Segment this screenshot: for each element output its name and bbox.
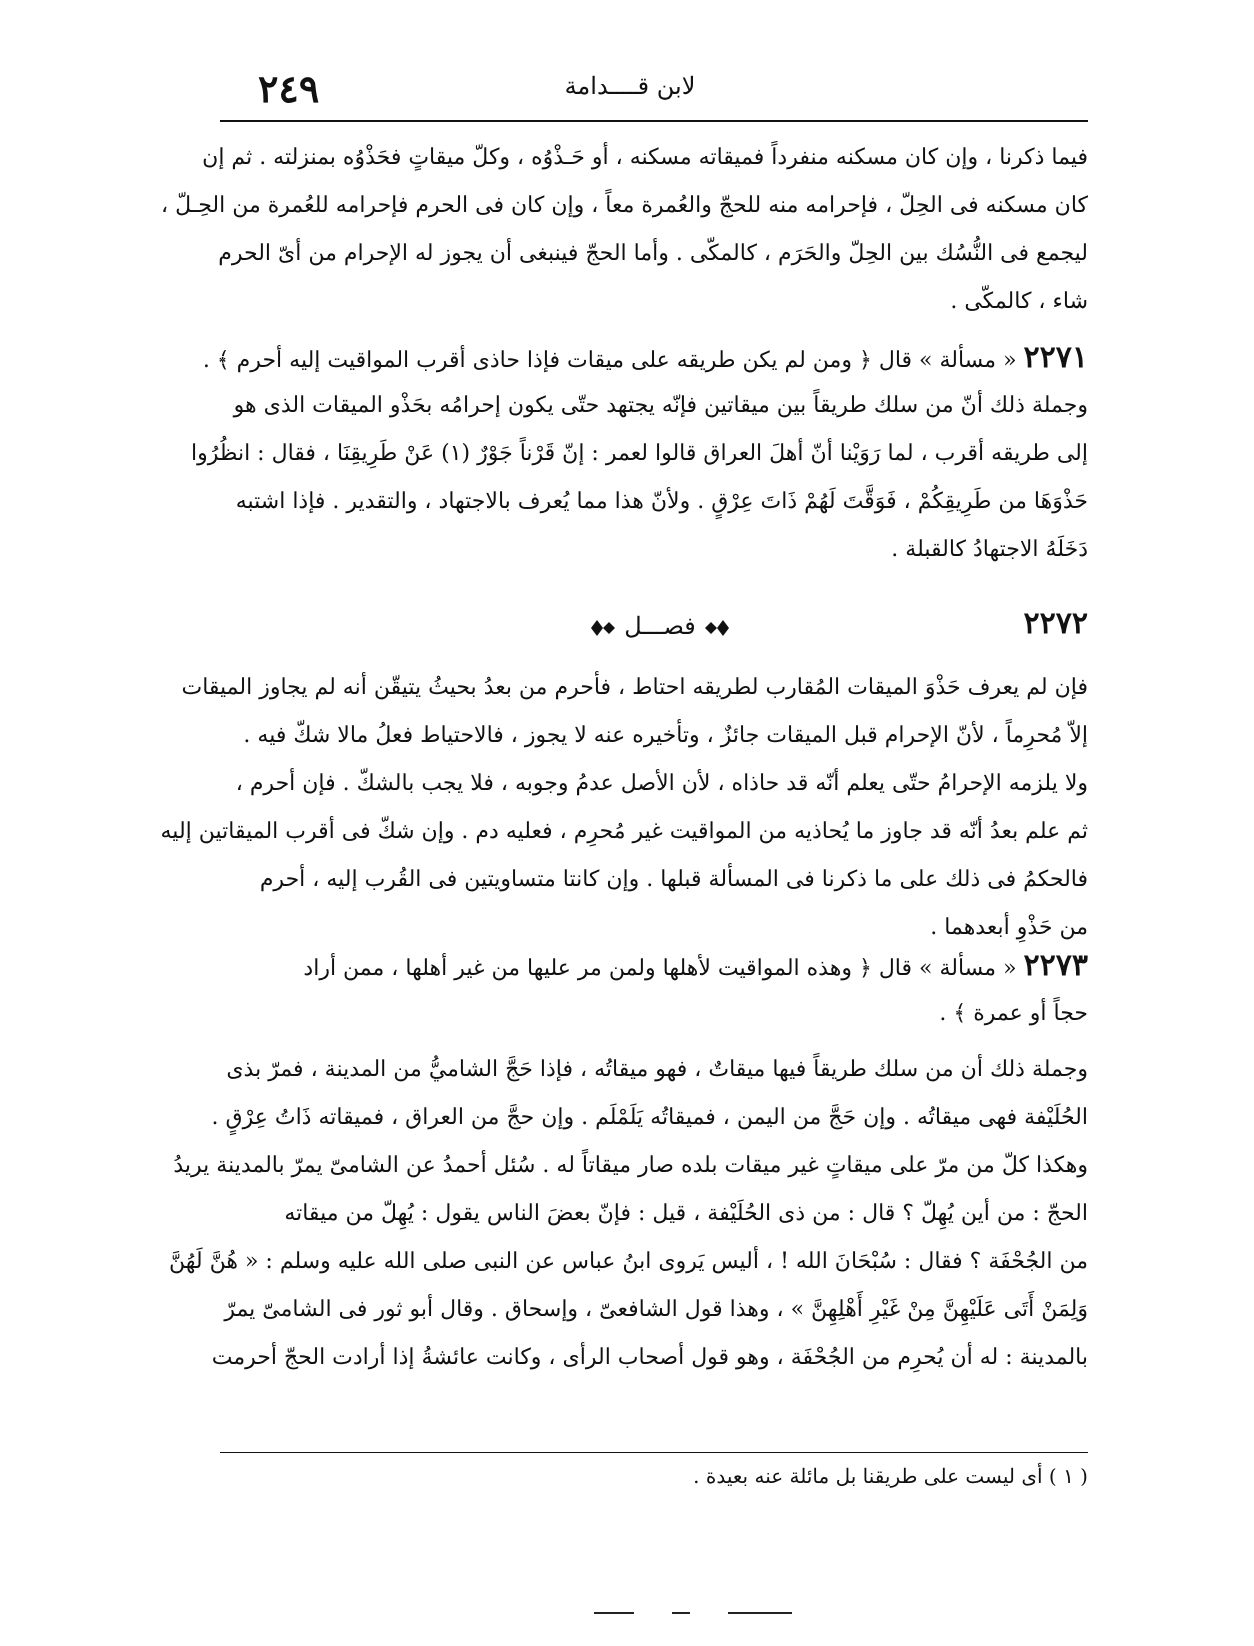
text-line: إلى طريقه أقرب ، لما رَوَيْنا أنّ أهلَ العراق قالوا لعمر : إنّ قَرْناً جَوْرٌ (١) عَنْ طَرِيقِنَا ، فقال : انظُرُوا (191, 441, 1088, 466)
ornament-icon (589, 616, 617, 640)
paragraph-body (169, 1046, 1088, 1382)
text-line: إلاّ مُحرِماً ، لأنّ الإحرام قبل الميقات جائزٌ ، وتأخيره عنه لا يجوز ، فالاحتياط فعلُ مالا شكّ فيه . (243, 723, 1088, 748)
text-line: فإن لم يعرف حَذْوَ الميقات المُقارب لطريقه احتاط ، فأحرم من بعدُ بحيثُ يتيقّن أنه لم يجاوز الميقات (181, 675, 1088, 700)
section-title: فصـــل (624, 612, 696, 640)
text-line: وهكذا كلّ من مرّ على ميقاتٍ غير ميقات بلده صار ميقاتاً له . سُئل أحمدُ عن الشامىّ يمرّ بالمدينة يريدُ (173, 1153, 1088, 1178)
issue-number: ٢٢٧١ (1023, 340, 1088, 375)
page-number: ٢٤٩ (258, 66, 320, 111)
section-title-wrap (520, 612, 800, 640)
issue-2273 (220, 942, 1088, 1038)
section-heading (220, 606, 1088, 654)
text-line: حجاً أو عمرة ﴾ . (939, 1001, 1088, 1026)
issue-text: « مسألة » قال ﴿ وهذه المواقيت لأهلها ولمن مر عليها من غير أهلها ، ممن أراد (303, 956, 1017, 981)
text-line: من الجُحْفَة ؟ فقال : سُبْحَانَ الله ! ، أليس يَروى ابنُ عباس عن النبى صلى الله عليه وسلم : « هُنَّ لَهُنَّ (169, 1249, 1088, 1274)
footnote: ( ١ ) أى ليست على طريقنا بل مائلة عنه بعيدة . (693, 1464, 1088, 1488)
text-line: كان مسكنه فى الحِلّ ، فإحرامه منه للحجّ والعُمرة معاً ، وإن كان فى الحرم فإحرامه للعُمرة من الحِـلّ ، (161, 193, 1088, 218)
text-line: وَلِمَنْ أَتَى عَلَيْهِنَّ مِنْ غَيْرِ أَهْلِهِنَّ » ، وهذا قول الشافعىّ ، وإسحاق . وقال أبو ثور فى الشامىّ يمرّ (224, 1297, 1088, 1322)
text-line: دَخَلَهُ الاجتهادُ كالقبلة . (891, 537, 1088, 562)
ornament-icon (703, 616, 731, 640)
text-line (202, 334, 1088, 382)
text-line: بالمدينة : له أن يُحرِم من الجُحْفَة ، وهو قول أصحاب الرأى ، وكانت عائشةُ إذا أرادت الحجّ أحرمت (211, 1345, 1088, 1370)
text-line: وجملة ذلك أن من سلك طريقاً فيها ميقاتٌ ، فهو ميقاتُه ، فإذا حَجَّ الشاميُّ من المدينة ، فمرّ بذى (226, 1057, 1088, 1082)
bottom-mark (728, 1612, 792, 1614)
text-line: ثم علم بعدُ أنّه قد جاوز ما يُحاذيه من المواقيت غير مُحرِم ، فعليه دم . وإن شكّ فى أقرب الميقاتين إليه (160, 819, 1088, 844)
paragraph-continuation (161, 134, 1088, 326)
issue-text: « مسألة » قال ﴿ ومن لم يكن طريقه على ميقات فإذا حاذى أقرب المواقيت إليه أحرم ﴾ . (202, 348, 1017, 373)
text-line: حَذْوَهَا من طَرِيقِكُمْ ، فَوَقَّتَ لَهُمْ ذَاتَ عِرْقٍ . ولأنّ هذا مما يُعرف بالاجتهاد ، والتقدير . فإذا اشتبه (235, 489, 1088, 514)
text-line: فالحكمُ فى ذلك على ما ذكرنا فى المسألة قبلها . وإن كانتا متساويتين فى القُرب إليه ، أحرم (259, 867, 1088, 892)
header-rule (220, 120, 1088, 122)
text-line: الحجّ : من أين يُهِلّ ؟ قال : من ذى الحُلَيْفة ، قيل : فإنّ بعضَ الناس يقول : يُهِلّ من ميقاته (284, 1201, 1088, 1226)
text-line: وجملة ذلك أنّ من سلك طريقاً بين ميقاتين فإنّه يجتهد حتّى يكون إحرامُه بحَذْو الميقات الذى هو (233, 393, 1088, 418)
text-line: من حَذْوِ أبعدهما . (930, 915, 1088, 940)
section-number: ٢٢٧٢ (1023, 606, 1088, 641)
issue-2271 (191, 334, 1088, 574)
text-line (220, 942, 1088, 990)
text-line: فيما ذكرنا ، وإن كان مسكنه منفرداً فميقاته مسكنه ، أو حَـذْوُه ، وكلّ ميقاتٍ فحَذْوُه بمنزلته . ثم إن (202, 145, 1088, 170)
text-line: الحُلَيْفة فهى ميقاتُه . وإن حَجَّ من اليمن ، فميقاتُه يَلَمْلَم . وإن حجَّ من العراق ، فميقاته ذَاتُ عِرْقٍ . (211, 1105, 1088, 1130)
bottom-mark (594, 1612, 634, 1614)
issue-number: ٢٢٧٣ (1023, 948, 1088, 983)
text-line: شاء ، كالمكّى . (950, 289, 1088, 314)
text-line: ليجمع فى النُّسُك بين الحِلّ والحَرَم ، كالمكّى . وأما الحجّ فينبغى أن يجوز له الإحرام من أىّ الحرم (218, 241, 1088, 266)
text-line: ولا يلزمه الإحرامُ حتّى يعلم أنّه قد حاذاه ، لأن الأصل عدمُ وجوبه ، فلا يجب بالشكّ . فإن أحرم ، (235, 771, 1088, 796)
running-head: لابن قــــدامة (564, 72, 696, 100)
paragraph-fasl (160, 664, 1088, 952)
footnote-rule (220, 1452, 1088, 1453)
bottom-mark (672, 1612, 690, 1614)
